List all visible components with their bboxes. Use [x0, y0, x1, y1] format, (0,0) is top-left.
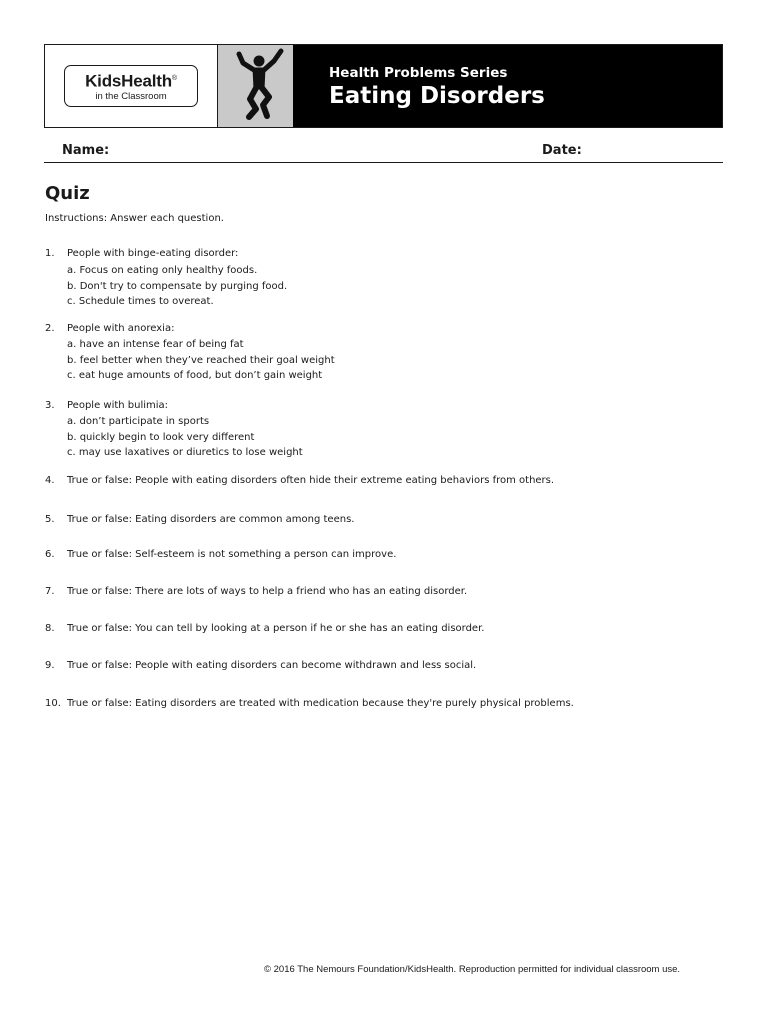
question-number: 1. [45, 248, 55, 259]
answer-option: c. Schedule times to overeat. [67, 296, 214, 308]
answer-option: a. Focus on eating only healthy foods. [67, 265, 258, 276]
logo-wordmark: KidsHealth® [85, 71, 177, 91]
answer-options [67, 263, 287, 310]
question-text: True or false: People with eating disorders often hide their extreme eating behaviors from others. [67, 475, 555, 486]
question-number: 7. [45, 586, 55, 597]
answer-option: a. have an intense fear of being fat [67, 339, 244, 350]
answer-options [67, 414, 303, 461]
answer-options [67, 337, 335, 384]
question-number: 8. [45, 623, 55, 634]
question-number: 10. [45, 698, 61, 709]
kidshealth-logo [64, 65, 198, 107]
question-text: True or false: You can tell by looking at a person if he or she has an eating disorder. [67, 623, 485, 634]
logo-area [45, 45, 217, 127]
document-title: Eating Disorders [329, 83, 545, 109]
question-text: True or false: Self-esteem is not something a person can improve. [67, 549, 397, 560]
jumping-figure-image [217, 45, 293, 127]
date-label: Date: [542, 143, 582, 158]
question-number: 3. [45, 400, 55, 411]
question-text: True or false: People with eating disorders can become withdrawn and less social. [67, 660, 477, 671]
question-text: True or false: Eating disorders are common among teens. [67, 514, 355, 525]
header-banner [44, 44, 723, 128]
question-number: 6. [45, 549, 55, 560]
quiz-title: Quiz [45, 183, 90, 204]
name-date-line [44, 141, 723, 163]
answer-option: b. feel better when they’ve reached their goal weight [67, 354, 335, 366]
question-number: 2. [45, 323, 55, 334]
question-text: True or false: Eating disorders are treated with medication because they're purely physical problems. [67, 698, 574, 709]
answer-option: a. don’t participate in sports [67, 416, 210, 427]
answer-option: c. eat huge amounts of food, but don’t gain weight [67, 370, 323, 382]
answer-option: b. quickly begin to look very different [67, 431, 255, 443]
question-number: 4. [45, 475, 55, 486]
title-area [293, 45, 722, 127]
question-number: 5. [45, 514, 55, 525]
question-text: People with anorexia: [67, 323, 175, 334]
quiz-instructions: Instructions: Answer each question. [45, 213, 224, 224]
name-label: Name: [62, 143, 110, 158]
logo-subtitle: in the Classroom [95, 90, 167, 102]
copyright-footer: © 2016 The Nemours Foundation/KidsHealth. Reproduction permitted for individual classroom use. [264, 964, 681, 975]
question-text: People with bulimia: [67, 400, 169, 411]
question-number: 9. [45, 660, 55, 671]
answer-option: b. Don't try to compensate by purging food. [67, 280, 288, 292]
question-text: True or false: There are lots of ways to help a friend who has an eating disorder. [67, 586, 468, 597]
question-text: People with binge-eating disorder: [67, 248, 239, 259]
series-title: Health Problems Series [329, 65, 508, 81]
jumping-person-icon [226, 47, 286, 125]
answer-option: c. may use laxatives or diuretics to lose weight [67, 447, 303, 459]
